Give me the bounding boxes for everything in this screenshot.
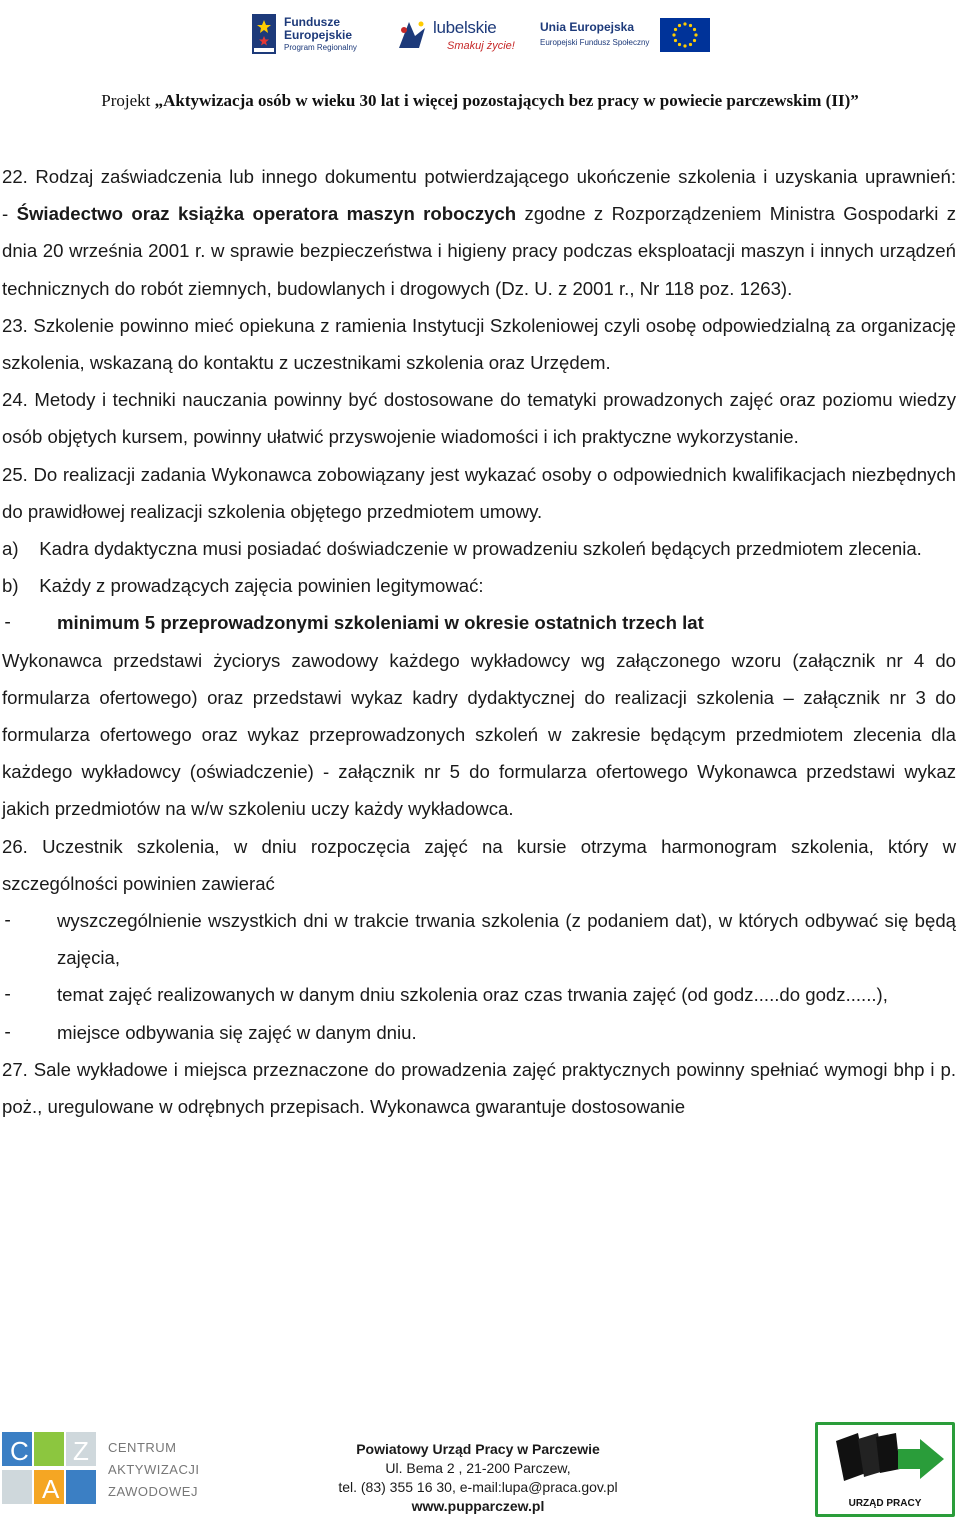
header-logos bbox=[0, 10, 960, 60]
lubelskie-slogan: Smakuj życie! bbox=[447, 40, 515, 52]
office-address bbox=[300, 1440, 656, 1516]
office-contact: tel. (83) 355 16 30, e-mail:lupa@praca.gov.pl bbox=[338, 1479, 618, 1495]
dash-marker: - bbox=[2, 612, 14, 634]
urzad-pracy-logo bbox=[815, 1422, 955, 1517]
project-title: „Aktywizacja osób w wieku 30 lat i więcej pozostających bez pracy w powiecie parczewskim (II)” bbox=[154, 91, 859, 110]
pup-label: URZĄD PRACY bbox=[848, 1498, 922, 1509]
paragraph-22: 22. Rodzaj zaświadczenia lub innego dokumentu potwierdzającego ukończenie szkolenia i uzyskania uprawnień: bbox=[2, 166, 956, 187]
dash-marker: - bbox=[2, 984, 14, 1006]
paragraph-24: 24. Metody i techniki nauczania powinny być dostosowane do tematyki prowadzonych zajęć oraz poziomu wiedzy osób objętych kursem, powinny ułatwić przyswojenie wiadomości i ich praktyczne wykorzystanie. bbox=[2, 389, 956, 448]
list-item-text: temat zajęć realizowanych w danym dniu szkolenia oraz czas trwania zajęć (od godz.....do godz......), bbox=[57, 984, 888, 1006]
office-web: www.pupparczew.pl bbox=[411, 1498, 545, 1514]
paragraph-27: 27. Sale wykładowe i miejsca przeznaczone do prowadzenia zajęć praktycznych powinny spełniać wymogi bhp i p. poż., uregulowane w odrębnych przepisach. Wykonawca gwarantuje dostosowanie bbox=[2, 1058, 956, 1118]
paragraph-25c: Wykonawca przedstawi życiorys zawodowy każdego wykładowcy wg załączonego wzoru (załącznik nr 4 do formularza ofertowego) oraz przedstawi wykaz kadry dydaktycznej do realizacji szkolenia – załącznik nr 3 do formularza ofertowego oraz wykaz przeprowadzonych szkoleń w zakresie będącym przedmiotem zlecenia dla każdego wykładowcy (oświadczenie) - załącznik nr 5 do formularza ofertowego Wykonawca przedstawi wykaz jakich przedmiotów na w/w szkoleniu uczy każdy wykładowca. bbox=[2, 649, 956, 820]
paragraph-26: 26. Uczestnik szkolenia, w dniu rozpoczęcia zajęć na kursie otrzyma harmonogram szkolenia, który w szczególności powinien zawierać bbox=[2, 835, 956, 894]
dash-marker: - bbox=[2, 1021, 14, 1043]
caz-letter-c: C bbox=[10, 1436, 29, 1466]
list-item-26-3 bbox=[2, 1014, 956, 1051]
fe-line3: Program Regionalny bbox=[284, 43, 357, 52]
list-item-26-1 bbox=[2, 902, 956, 976]
requirement-text: minimum 5 przeprowadzonymi szkoleniami w okresie ostatnich trzech lat bbox=[57, 612, 704, 634]
regulation-text: zgodne z Rozporządzeniem Ministra Gospodarki z dnia 20 września 2001 r. w sprawie bezpieczeństwa i higieny pracy podczas eksploatacji maszyn i innych urządzeń technicznych do robót ziemnych, budowlanych i drogowych (Dz. U. z 2001 r., Nr 118 poz. 1263). bbox=[2, 203, 956, 299]
centrum-aktywizacji-zawodowej-logo bbox=[0, 1428, 225, 1510]
list-item-25b bbox=[2, 604, 956, 641]
list-item-text: miejsce odbywania się zajęć w danym dniu. bbox=[57, 1021, 417, 1043]
caz-blocks-icon bbox=[0, 1428, 100, 1510]
ue-line2: Europejski Fundusz Społeczny bbox=[540, 38, 650, 47]
list-item-text: wyszczególnienie wszystkich dni w trakcie trwania szkolenia (z podaniem dat), w których odbywać się będą zajęcia, bbox=[57, 910, 956, 969]
eu-flag-icon bbox=[660, 18, 710, 52]
fe-line1: Fundusze bbox=[284, 15, 340, 29]
paragraph-23: 23. Szkolenie powinno mieć opiekuna z ramienia Instytucji Szkoleniowej czyli osobę odpowiedzialną za organizację szkolenia, wskazaną do kontaktu z uczestnikami szkolenia oraz Urzędem. bbox=[2, 314, 956, 374]
lubelskie-name: lubelskie bbox=[433, 18, 497, 37]
office-street: Ul. Bema 2 , 21-200 Parczew, bbox=[385, 1460, 571, 1476]
paragraph-25: 25. Do realizacji zadania Wykonawca zobowiązany jest wykazać osoby o odpowiednich kwalifikacjach niezbędnych do prawidłowej realizacji szkolenia objętego przedmiotem umowy. bbox=[2, 463, 956, 522]
ue-line1: Unia Europejska bbox=[540, 20, 635, 34]
fe-stars-icon bbox=[250, 12, 278, 56]
dash-marker: - bbox=[2, 203, 17, 225]
fe-line2: Europejskie bbox=[284, 28, 353, 42]
page-footer bbox=[0, 1420, 960, 1520]
paragraph-25a: a) Kadra dydaktyczna musi posiadać doświadczenie w prowadzeniu szkoleń będących przedmiotem zlecenia. bbox=[2, 538, 922, 560]
lubelskie-logo bbox=[395, 10, 520, 60]
document-body bbox=[2, 158, 956, 1125]
dash-marker: - bbox=[2, 910, 14, 932]
paragraph-22-certificate bbox=[2, 195, 956, 307]
project-header bbox=[0, 91, 960, 111]
caz-letter-z: Z bbox=[73, 1436, 89, 1466]
urzad-pracy-arrow-icon bbox=[818, 1427, 952, 1497]
caz-line1: CENTRUM bbox=[108, 1440, 177, 1455]
paragraph-25b: b) Każdy z prowadzących zajęcia powinien legitymować: bbox=[2, 575, 484, 597]
caz-line3: ZAWODOWEJ bbox=[108, 1484, 198, 1499]
office-name: Powiatowy Urząd Pracy w Parczewie bbox=[356, 1441, 600, 1457]
list-item-26-2 bbox=[2, 976, 956, 1013]
lubelskie-sign-icon bbox=[395, 18, 429, 52]
fundusze-europejskie-logo bbox=[250, 10, 370, 60]
caz-line2: AKTYWIZACJI bbox=[108, 1462, 200, 1477]
caz-letter-a: A bbox=[42, 1474, 60, 1504]
project-prefix: Projekt bbox=[101, 91, 151, 110]
certificate-name: Świadectwo oraz książka operatora maszyn roboczych bbox=[16, 203, 517, 225]
unia-europejska-logo bbox=[540, 10, 715, 60]
